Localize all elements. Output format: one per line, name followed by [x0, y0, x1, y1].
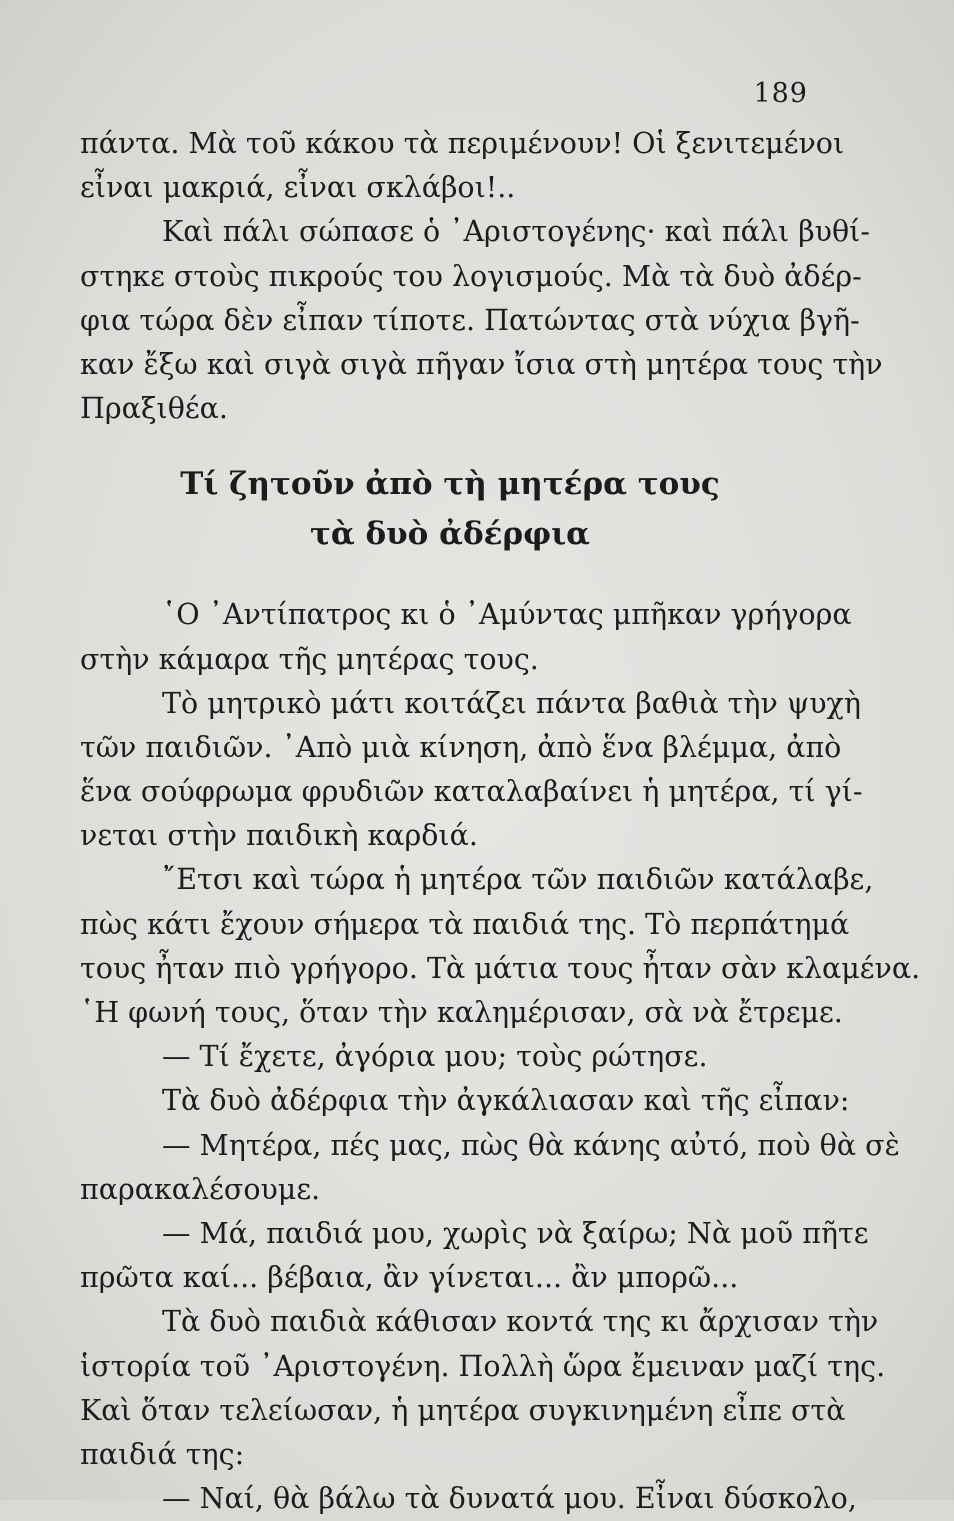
- dialogue-line: — Τί ἔχετε, ἀγόρια μου; τοὺς ρώτησε.: [162, 1040, 708, 1074]
- text-line: νεται στὴν παιδικὴ καρδιά.: [80, 819, 478, 853]
- text-line: Τὰ δυὸ ἀδέρφια τὴν ἀγκάλιασαν καὶ τῆς εἶπαν:: [162, 1084, 850, 1118]
- text-line: στηκε στοὺς πικρούς του λογισμούς. Μὰ τὰ δυὸ ἀδέρ-: [80, 259, 862, 293]
- text-line: πὼς κάτι ἔχουν σήμερα τὰ παιδιά της. Τὸ περπάτημά: [80, 907, 850, 941]
- text-line: φια τώρα δὲν εἶπαν τίποτε. Πατώντας στὰ νύχια βγῆ-: [80, 303, 860, 337]
- text-line: ῎Ετσι καὶ τώρα ἡ μητέρα τῶν παιδιῶν κατάλαβε,: [162, 863, 874, 897]
- text-line: Τὰ δυὸ παιδιὰ κάθισαν κοντά της κι ἄρχισαν τὴν: [162, 1305, 879, 1339]
- text-line: ἱστορία τοῦ ᾿Αριστογένη. Πολλὴ ὥρα ἔμειναν μαζί της.: [80, 1349, 886, 1383]
- text-line: Τὸ μητρικὸ μάτι κοιτάζει πάντα βαθιὰ τὴν ψυχὴ: [162, 686, 861, 720]
- dialogue-line: — Ναί, θὰ βάλω τὰ δυνατά μου. Εἶναι δύσκολο,: [162, 1482, 857, 1516]
- text-line: Καὶ πάλι σώπασε ὁ ᾿Αριστογένης· καὶ πάλι βυθί-: [162, 215, 870, 249]
- text-line: παιδιά της:: [80, 1437, 245, 1471]
- dialogue-line: — Μητέρα, πές μας, πὼς θὰ κάνης αὐτό, ποὺ θὰ σὲ: [162, 1128, 900, 1162]
- dialogue-line: — Μά, παιδιά μου, χωρὶς νὰ ξαίρω; Νὰ μοῦ πῆτε: [162, 1216, 869, 1250]
- text-line: τῶν παιδιῶν. ᾿Απὸ μιὰ κίνηση, ἀπὸ ἕνα βλέμμα, ἀπὸ: [80, 730, 842, 764]
- text-line: στὴν κάμαρα τῆς μητέρας τους.: [80, 642, 539, 676]
- text-line: καν ἔξω καὶ σιγὰ σιγὰ πῆγαν ἴσια στὴ μητέρα τους τὴν: [80, 347, 883, 381]
- text-line: ῾Ο ᾿Αντίπατρος κι ὁ ᾿Αμύντας μπῆκαν γρήγορα: [162, 598, 852, 632]
- section-heading-line-1: Τί ζητοῦν ἀπὸ τὴ μητέρα τους: [180, 466, 720, 503]
- section-heading-line-2: τὰ δυὸ ἀδέρφια: [309, 516, 591, 553]
- text-line: Πραξιθέα.: [80, 392, 228, 426]
- text-line: εἶναι μακριά, εἶναι σκλάβοι!..: [80, 171, 516, 205]
- text-line: πρῶτα καί... βέβαια, ἂν γίνεται... ἂν μπορῶ...: [80, 1261, 739, 1295]
- text-line: πάντα. Μὰ τοῦ κάκου τὰ περιμένουν! Οἱ ξενιτεμένοι: [80, 127, 845, 160]
- text-line: ἕνα σούφρωμα φρυδιῶν καταλαβαίνει ἡ μητέρα, τί γί-: [80, 775, 863, 809]
- body-text: [80, 122, 921, 1521]
- text-line: τους ἦταν πιὸ γρήγορο. Τὰ μάτια τους ἦταν σὰν κλαμένα.: [80, 951, 921, 985]
- text-line: ῾Η φωνή τους, ὅταν τὴν καλημέρισαν, σὰ νὰ ἔτρεμε.: [80, 996, 843, 1029]
- page-number: 189: [753, 78, 808, 109]
- text-line: παρακαλέσουμε.: [80, 1172, 321, 1206]
- text-line: Καὶ ὅταν τελείωσαν, ἡ μητέρα συγκινημένη εἶπε στὰ: [80, 1393, 846, 1427]
